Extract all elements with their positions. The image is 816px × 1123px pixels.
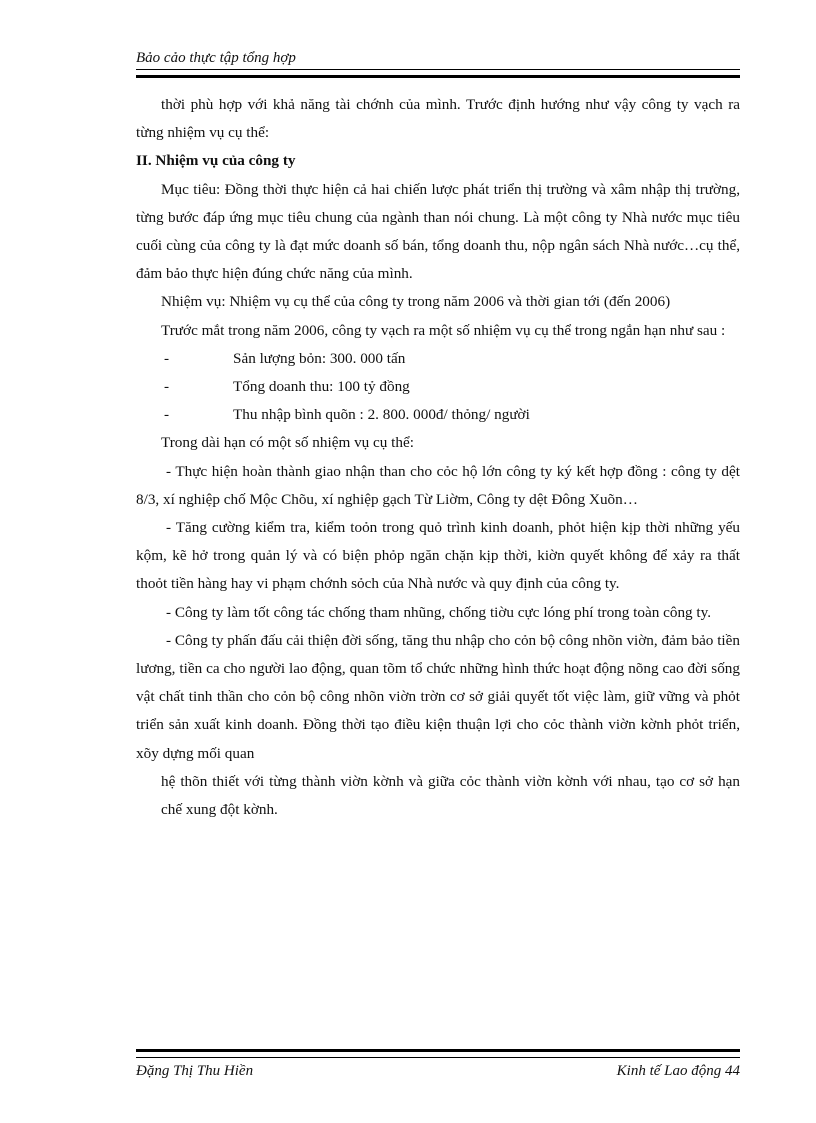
body-text bbox=[136, 91, 740, 824]
paragraph-short-term: Trước mắt trong năm 2006, công ty vạch ra một số nhiệm vụ cụ thể trong ngắn hạn như sau : bbox=[161, 321, 726, 339]
page-footer bbox=[136, 1049, 740, 1081]
paragraph-goal: Mục tiêu: Đồng thời thực hiện cả hai chiến lược phát triển thị trường và xâm nhập thị trường, từng bước đáp ứng mục tiêu chung của ngành than nói chung. Là một công ty Nhà nước mục tiêu cuối cùng của công ty là đạt mức doanh số bán, tổng doanh thu, nộp ngân sách Nhà nước…cụ thể, đảm bảo thực hiện đúng chức năng của mình. bbox=[136, 180, 740, 283]
paragraph-audit: - Tăng cường kiểm tra, kiểm toỏn trong quỏ trình kinh doanh, phỏt hiện kịp thời những yếu kộm, kẽ hở trong quản lý và có biện phỏp ngăn chặn kịp thời, kiờn quyết không để xảy ra thất thoỏt tiền hàng hay vi phạm chớnh sỏch của Nhà nước và quy định của công ty. bbox=[136, 519, 740, 593]
list-item bbox=[136, 345, 740, 373]
paragraph-long-term: Trong dài hạn có một số nhiệm vụ cụ thể: bbox=[161, 434, 414, 452]
list-item bbox=[136, 373, 740, 401]
header-title: Bảo cảo thực tập tổng hợp bbox=[136, 50, 296, 66]
paragraph-welfare: - Công ty phấn đấu cải thiện đời sống, tăng thu nhập cho cỏn bộ công nhõn viờn, đảm bảo tiền lương, tiền ca cho người lao động, quan tõm tổ chức những hình thức hoạt động nõng cao đời sống vật chất tinh thần cho cỏn bộ công nhõn viờn trờn cơ sở giải quyết tốt việc làm, giữ vững và phỏt triển sản xuất kinh doanh. Đồng thời tạo điều kiện thuận lợi cho cỏc thành viờn kờnh phỏt triển, xõy dựng mối quan bbox=[136, 631, 740, 762]
paragraph-delivery: - Thực hiện hoàn thành giao nhận than cho cỏc hộ lớn công ty ký kết hợp đồng : công ty dệt 8/3, xí nghiệp chố Mộc Chõu, xí nghiệp gạch Từ Liờm, Công ty dệt Đông Xuõn… bbox=[136, 462, 740, 508]
bullet-dash: - bbox=[164, 406, 170, 424]
bullet-text: Sản lượng bỏn: 300. 000 tấn bbox=[233, 349, 406, 367]
paragraph-anticorruption: - Công ty làm tốt công tác chống tham nhũng, chống tiờu cực lóng phí trong toàn công ty. bbox=[166, 603, 712, 621]
page-header bbox=[136, 48, 740, 78]
section-heading: II. Nhiệm vụ của công ty bbox=[136, 152, 296, 170]
footer-rule bbox=[136, 1049, 740, 1058]
list-item bbox=[136, 401, 740, 429]
paragraph-1: thời phù hợp với khả năng tài chớnh của mình. Trước định hướng như vậy công ty vạch ra từng nhiệm vụ cụ thể: bbox=[136, 96, 740, 142]
footer-class: Kinh tế Lao động 44 bbox=[616, 1063, 740, 1079]
bullet-text: Tổng doanh thu: 100 tỷ đồng bbox=[233, 378, 410, 396]
bullet-dash: - bbox=[164, 349, 170, 367]
header-rule bbox=[136, 69, 740, 78]
paragraph-tasks: Nhiệm vụ: Nhiệm vụ cụ thể của công ty trong năm 2006 và thời gian tới (đến 2006) bbox=[161, 293, 671, 311]
footer-author: Đặng Thị Thu Hiền bbox=[136, 1063, 254, 1079]
bullet-dash: - bbox=[164, 378, 170, 396]
paragraph-welfare-cont: hệ thõn thiết với từng thành viờn kờnh và giữa cỏc thành viờn kờnh với nhau, tạo cơ sở hạn chế xung đột kờnh. bbox=[161, 772, 740, 819]
bullet-text: Thu nhập bình quõn : 2. 800. 000đ/ thỏng/ người bbox=[233, 406, 530, 424]
